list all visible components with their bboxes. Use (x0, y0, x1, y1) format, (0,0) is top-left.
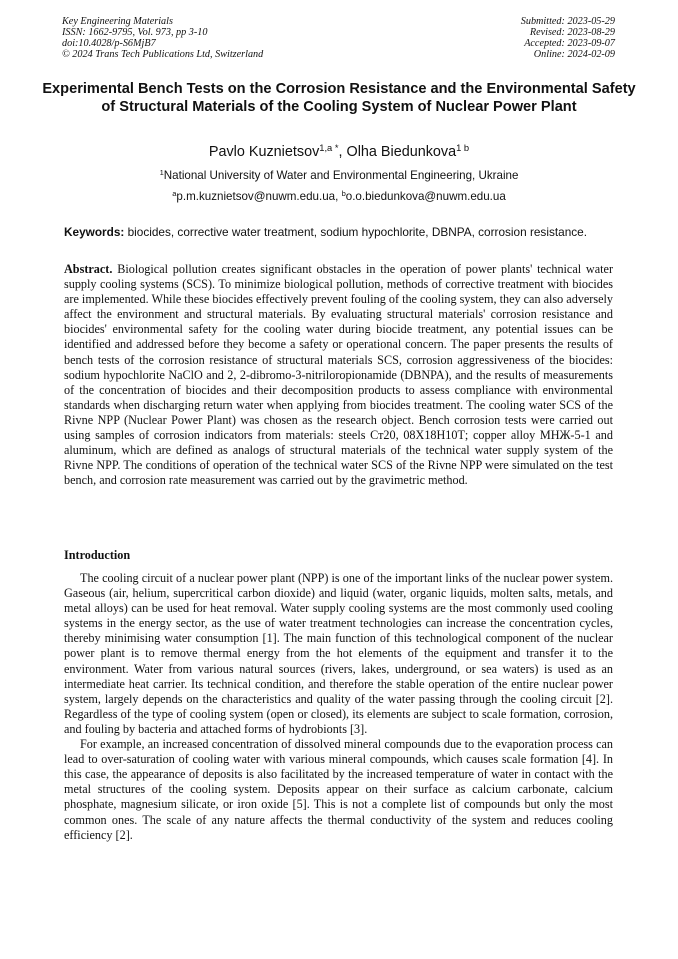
abstract-label: Abstract. (64, 262, 113, 276)
keywords-text: biocides, corrective water treatment, sodium hypochlorite, DBNPA, corrosion resistance. (127, 225, 587, 239)
section-heading-introduction: Introduction (64, 548, 131, 562)
journal-info (62, 16, 263, 60)
email-separator: , (335, 190, 342, 203)
publication-dates (521, 16, 615, 60)
email-superscript: a (172, 189, 177, 199)
paper-title: Experimental Bench Tests on the Corrosion Resistance and the Environmental Safety of Structural Materials of the Cooling System of Nuclear Power Plant (42, 81, 636, 115)
email-link[interactable]: o.o.biedunkova@nuwm.edu.ua (345, 190, 506, 203)
affiliation (40, 169, 638, 183)
affiliation-text: National University of Water and Environmental Engineering, Ukraine (163, 169, 519, 182)
keywords-label: Keywords: (64, 225, 125, 239)
author-name: Olha Biedunkova (346, 144, 457, 160)
journal-copyright: © 2024 Trans Tech Publications Ltd, Switzerland (62, 49, 264, 60)
abstract-paragraph (64, 262, 613, 488)
date-revised: Revised: 2023-08-29 (529, 27, 615, 38)
affiliation-superscript: 1 (159, 168, 164, 178)
date-online: Online: 2024-02-09 (533, 49, 615, 60)
date-submitted: Submitted: 2023-05-29 (520, 16, 615, 27)
author-superscript: 1,a * (319, 143, 339, 154)
introduction-body (64, 571, 613, 843)
abstract-text: Biological pollution creates significant obstacles in the operation of power plants' technical water supply cooling systems (SCS). To minimize biological pollution, methods of corrective treatment with biocides are implemented. While these biocides effectively prevent fouling of the cooling system, they can also adversely affect the environment and structural materials. By evaluating structural materials' corrosion resistance and biocides' environmental safety for the cooling water during biocide treatment, any potential issues can be identified and addressed before they become a safety or operational concern. The paper presents the results of bench tests of the corrosion resistance of structural materials SCS, corrosion aggressiveness of the biocides: sodium hypochlorite NaClO and 2, 2-dibromo-3-nitriloropionamide (DBNPA), and the results of measurements of the concentration of biocides and their decomposition products to assess compliance with environmental standards when discharging return water when applying from biocides treatment. The cooling water SCS of the Rivne NPP (Nuclear Power Plant) was chosen as the research object. Bench corrosion tests were carried out using samples of corrosion indicators from materials: steels Ст20, 08Х18Н10Т; copper alloy МНЖ-5-1 and aluminum, which are defined as analogs of structural materials of the technical water supply system of the Rivne NPP. The conditions of operation of the technical water SCS of the Rivne NPP were simulated on the test bench, and corrosion rate measurement was carried out by the gravimetric method. (64, 262, 614, 488)
journal-doi: doi:10.4028/p-S6MjB7 (62, 38, 156, 49)
author-superscript: 1 b (456, 143, 470, 154)
date-accepted: Accepted: 2023-09-07 (524, 38, 615, 49)
body-paragraph: The cooling circuit of a nuclear power plant (NPP) is one of the important links of the nuclear power system. Gaseous (air, helium, supercritical carbon dioxide) and liquid (water, organic liquids, molten salts, metals, and metal alloys) can be used for heat removal. Water supply cooling systems are the most commonly used cooling systems in the energy sector, as the use of water treatment technologies can increase the concentration cycles, thereby minimising water consumption [1]. The main function of this technological component of the nuclear power plant is to remove thermal energy from the hot elements of the equipment and transfer it to the environment. Water from various natural sources (rivers, lakes, underground, or sea waters) is used as an intermediate heat carrier. Its technical condition, and therefore the stable operation of the entire nuclear power system, largely depends on the characteristics and quality of the water passing through the cooling circuit [2]. Regardless of the type of cooling system (open or closed), its elements are subject to scale formation, corrosion, and fouling by bacteria and attached forms of hydrobionts [3]. (64, 571, 613, 736)
journal-issn: ISSN: 1662-9795, Vol. 973, pp 3-10 (62, 27, 208, 38)
abstract (64, 262, 613, 488)
author-separator: , (338, 144, 347, 160)
author-emails (40, 190, 638, 204)
body-paragraph: For example, an increased concentration of dissolved mineral compounds due to the evaporation process can lead to over-saturation of cooling water with various mineral compounds, which causes scale formation [4]. In this case, the appearance of deposits is also facilitated by the increased temperature of water in contact with the metal structures of the cooling system. Deposits appear on their surface as calcium carbonate, calcium phosphate, magnesium silicate, or iron oxide [5]. This is not a complete list of compounds but only the most common ones. The scale of any nature affects the thermal conductivity of the system and reduces cooling efficiency [2]. (64, 737, 613, 842)
keywords (64, 225, 616, 239)
journal-name: Key Engineering Materials (62, 16, 173, 27)
email-superscript: b (341, 189, 346, 199)
email-link[interactable]: p.m.kuznietsov@nuwm.edu.ua (176, 190, 336, 203)
author-list (40, 143, 638, 161)
author-name: Pavlo Kuznietsov (208, 144, 320, 160)
